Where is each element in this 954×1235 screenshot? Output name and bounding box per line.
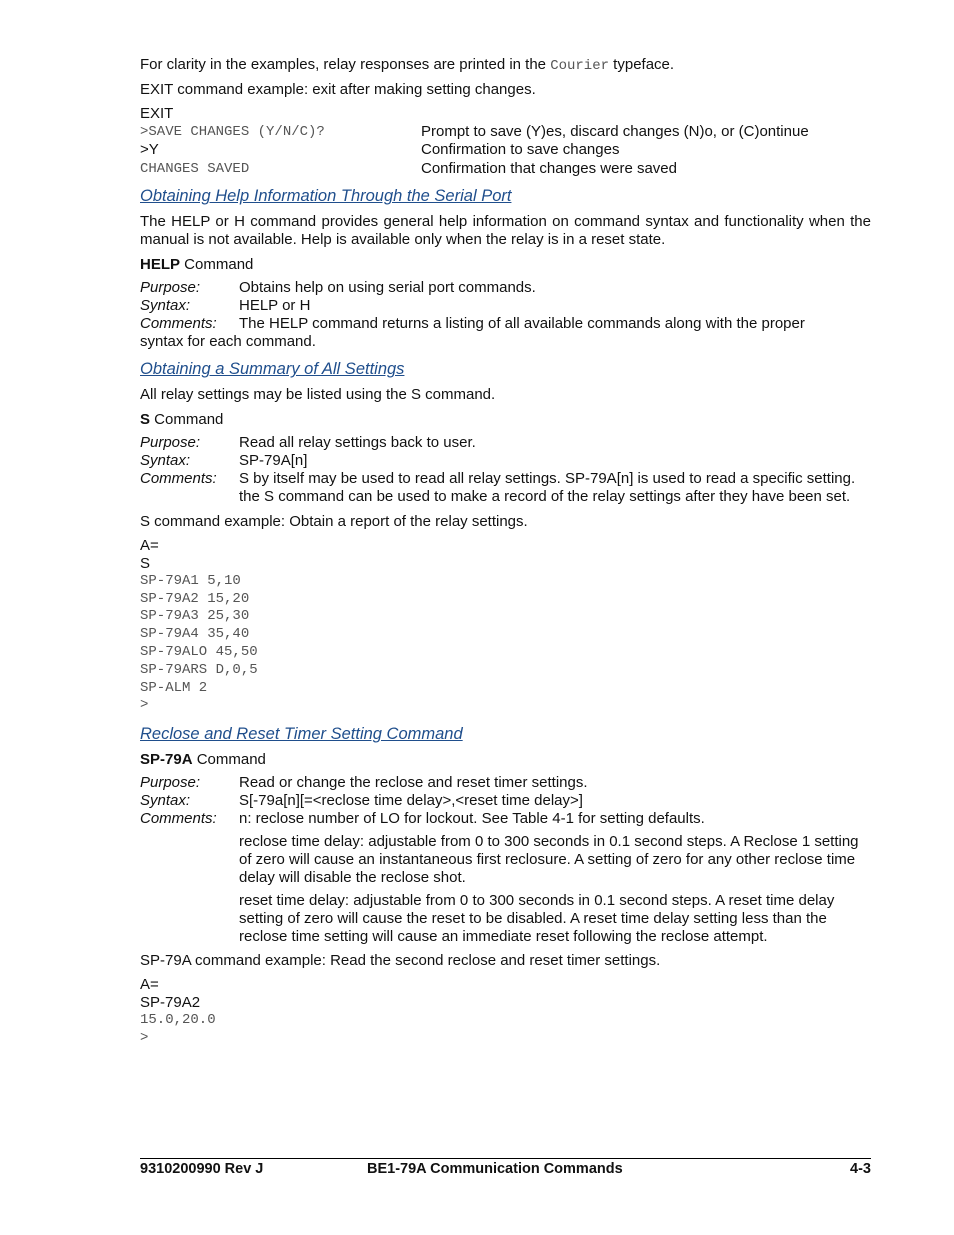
help-comments-continued: syntax for each command. xyxy=(140,333,316,351)
sp79a-example-caption: SP-79A command example: Read the second reclose and reset timer settings. xyxy=(140,952,661,970)
exit-row-response: >SAVE CHANGES (Y/N/C)? xyxy=(140,123,325,140)
sp79a-example-block xyxy=(140,976,871,1047)
s-example-input: A= xyxy=(140,537,159,555)
s-example-block xyxy=(140,537,871,715)
help-syntax: HELP or H xyxy=(239,297,311,315)
s-comments: S by itself may be used to read all relay settings. SP-79A[n] is used to read a specific setting. the S command can be used to make a record of the relay settings after they have been set. xyxy=(239,470,856,506)
exit-row-response: >Y xyxy=(140,141,159,159)
exit-row-response: CHANGES SAVED xyxy=(140,160,250,177)
exit-row-description: Prompt to save (Y)es, discard changes (N)o, or (C)ontinue xyxy=(421,122,809,140)
s-command-title: S Command xyxy=(140,411,224,429)
help-comments: The HELP command returns a listing of all available commands along with the proper xyxy=(239,315,805,333)
footer-page-number: 4-3 xyxy=(850,1161,871,1177)
clarity-note: For clarity in the examples, relay responses are printed in the Courier typeface. xyxy=(140,56,675,74)
s-example-output-line: SP-79A2 15,20 xyxy=(140,590,250,607)
sp79a-example-output-line: 15.0,20.0 xyxy=(140,1011,216,1028)
summary-section-body: All relay settings may be listed using the S command. xyxy=(140,386,496,404)
s-example-output-line: SP-79A1 5,10 xyxy=(140,572,241,589)
sp79a-purpose: Read or change the reclose and reset timer settings. xyxy=(239,774,588,792)
page-body xyxy=(140,56,871,1047)
sp79a-syntax: S[-79a[n][=<reclose time delay>,<reset time delay>] xyxy=(239,792,583,810)
help-section-heading: Obtaining Help Information Through the Serial Port xyxy=(140,187,512,206)
reclose-delay-description: reclose time delay: adjustable from 0 to 300 seconds in 0.1 second steps. A Reclose 1 setting of zero will cause an instantaneous first reclosure. A setting of zero for any other reclose time delay will disable the reclose shot. xyxy=(239,833,859,887)
help-command-details: Purpose: Obtains help on using serial port commands. Syntax: HELP or H Comments: The HELP command returns a listing of all available commands along with the proper syntax for each command. xyxy=(140,279,871,351)
exit-example-block xyxy=(140,105,871,178)
s-example-output-line: SP-ALM 2 xyxy=(140,679,208,696)
page-footer xyxy=(140,1158,871,1177)
footer-doc-number: 9310200990 Rev J xyxy=(140,1161,264,1177)
sp79a-example-input: A= xyxy=(140,976,159,994)
summary-section-heading: Obtaining a Summary of All Settings xyxy=(140,360,405,379)
s-example-caption: S command example: Obtain a report of the relay settings. xyxy=(140,513,528,531)
s-example-output-line: SP-79A4 35,40 xyxy=(140,626,250,643)
exit-row-description: Confirmation that changes were saved xyxy=(421,159,677,177)
s-command-details: Purpose: Read all relay settings back to user. Syntax: SP-79A[n] Comments: S by itself may be used to read all relay settings. SP-79A[n] is used to read a specific setting. the S command can be used to make a record of the relay settings after they have been set. xyxy=(140,434,871,506)
exit-command: EXIT xyxy=(140,105,174,122)
help-purpose: Obtains help on using serial port commands. xyxy=(239,279,536,297)
sp79a-comments: n: reclose number of LO for lockout. See Table 4-1 for setting defaults. xyxy=(239,810,705,828)
reclose-section-heading: Reclose and Reset Timer Setting Command xyxy=(140,725,463,744)
sp79a-example-prompt: > xyxy=(140,1029,149,1046)
s-example-prompt: > xyxy=(140,697,149,714)
help-section-body: The HELP or H command provides general help information on command syntax and functionality when the manual is not available. Help is available only when the relay is in a reset state. xyxy=(140,213,871,249)
exit-row xyxy=(140,123,871,142)
sp79a-command-details: Purpose: Read or change the reclose and reset timer settings. Syntax: S[-79a[n][=<reclose time delay>,<reset time delay>] Comments: n: reclose number of LO for lockout. See Table 4-1 for setting defaults. reclose time delay: adjustable from 0 to 300 seconds in 0.1 second steps. A Reclose 1 setting of zero will cause an instantaneous first reclosure. A setting of zero for any other reclose time delay will disable the reclose shot. reset time delay: adjustable from 0 to 300 seconds in 0.1 second steps. A reset time delay setting of zero will cause the reset to be disabled. A reset time delay setting less than the reclose time setting will cause an immediate reset following the reclose attempt. xyxy=(140,774,871,946)
exit-row-description: Confirmation to save changes xyxy=(421,141,620,159)
exit-example-caption: EXIT command example: exit after making setting changes. xyxy=(140,81,536,98)
reset-delay-description: reset time delay: adjustable from 0 to 300 seconds in 0.1 second steps. A reset time delay setting of zero will cause the reset to be disabled. A reset time delay setting less than the reclose time setting will cause an immediate reset following the reclose attempt. xyxy=(239,892,835,946)
s-example-output-line: SP-79A3 25,30 xyxy=(140,608,250,625)
exit-row xyxy=(140,160,871,179)
exit-row xyxy=(140,141,871,160)
sp79a-example-input: SP-79A2 xyxy=(140,994,201,1012)
s-example-output-line: SP-79ARS D,0,5 xyxy=(140,661,258,678)
s-example-output-line: SP-79ALO 45,50 xyxy=(140,644,258,661)
courier-sample: Courier xyxy=(550,58,610,74)
sp79a-command-title: SP-79A Command xyxy=(140,751,266,769)
s-syntax: SP-79A[n] xyxy=(239,452,308,470)
help-command-title: HELP Command xyxy=(140,256,254,274)
footer-section-title: BE1-79A Communication Commands xyxy=(367,1161,623,1177)
s-purpose: Read all relay settings back to user. xyxy=(239,434,476,452)
s-example-input: S xyxy=(140,555,151,573)
